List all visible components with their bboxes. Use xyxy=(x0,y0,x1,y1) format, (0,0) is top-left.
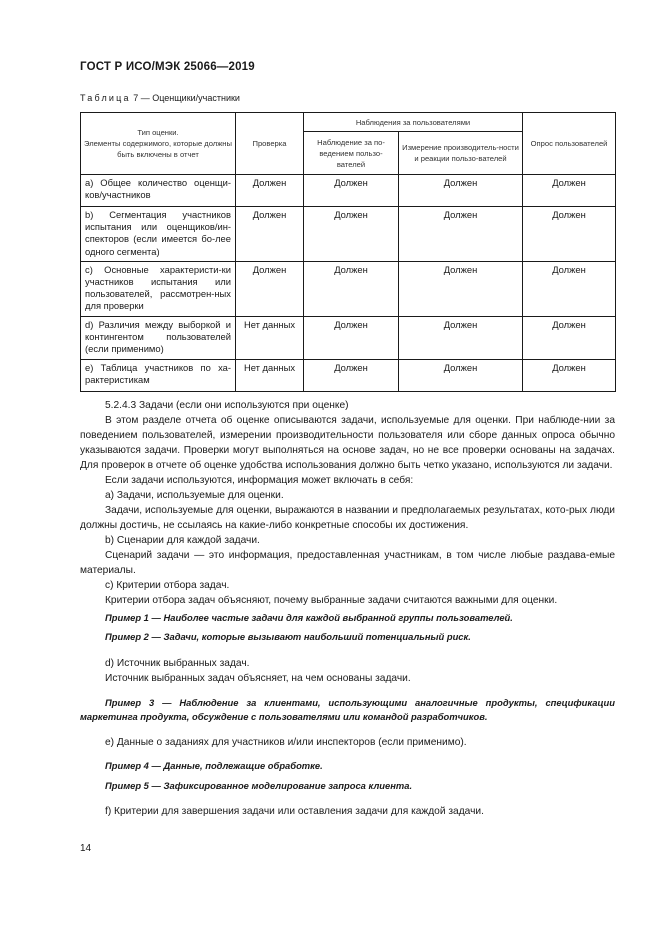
row-inspection: Должен xyxy=(236,175,304,207)
row-survey: Должен xyxy=(523,359,616,391)
paragraph-a-text: Задачи, используемые для оценки, выражаются в названии и предполагаемых результатах, кото-рых люди должны достичь, не ссылаясь на какие-либо конкретные способы их достижения. xyxy=(80,505,615,531)
table-row xyxy=(81,261,616,316)
paragraph-tasks-description: В этом разделе отчета об оценке описываются задачи, используемые для оценки. При наблюде-нии за поведением пользователей, измерении производительности пользователя или сборе данных опроса обычно указываются задачи. Проверки могут выполняться на основе задач, но не все проверки основаны на задачах. Для проверок в отчете об оценке удобства использования должно быть четко указано, используются ли задачи. xyxy=(80,415,615,471)
row-survey: Должен xyxy=(523,316,616,359)
list-item-a: а) Задачи, используемые для оценки. xyxy=(105,490,284,501)
document-header: ГОСТ Р ИСО/МЭК 25066—2019 xyxy=(80,61,255,73)
examples-4-5 xyxy=(80,759,615,793)
paragraph-c-text: Критерии отбора задач объясняют, почему выбранные задачи считаются важными для оценки. xyxy=(105,595,558,606)
list-item-d: d) Источник выбранных задач. xyxy=(105,658,250,669)
header-evaluation-type: Тип оценки. Элементы содержимого, которые должны быть включены в отчет xyxy=(81,113,236,175)
row-survey: Должен xyxy=(523,261,616,316)
table-row xyxy=(81,175,616,207)
table-caption-number: 7 xyxy=(133,93,139,103)
example-2: Пример 2 — Задачи, которые вызывают наибольший потенциальный риск. xyxy=(105,631,471,642)
row-survey: Должен xyxy=(523,175,616,207)
table-row xyxy=(81,207,616,262)
header-inspection: Проверка xyxy=(236,113,304,175)
row-measurement: Должен xyxy=(399,175,523,207)
table-caption-title: — Оценщики/участники xyxy=(138,93,240,103)
header-user-survey: Опрос пользователей xyxy=(523,113,616,175)
row-inspection: Должен xyxy=(236,207,304,262)
row-measurement: Должен xyxy=(399,207,523,262)
section-intro xyxy=(80,398,615,608)
list-item-c: c) Критерии отбора задач. xyxy=(105,580,230,591)
row-behavior: Должен xyxy=(304,316,399,359)
row-behavior: Должен xyxy=(304,175,399,207)
example-5: Пример 5 — Зафиксированное моделирование запроса клиента. xyxy=(105,780,413,791)
row-item: c) Основные характеристи-ки участников испытания или пользователей, рассмотрен-ных для проверки xyxy=(81,261,236,316)
paragraph-tasks-info: Если задачи используются, информация может включать в себя: xyxy=(105,475,414,486)
example-3: Пример 3 — Наблюдение за клиентами, использующими аналогичные продукты, спецификации маркетинга продукта, обсуждение с пользователями или командой разработчиков. xyxy=(80,697,615,722)
table-caption-label: Таблица xyxy=(80,93,131,103)
list-item-b: b) Сценарии для каждой задачи. xyxy=(105,535,260,546)
page-number: 14 xyxy=(80,843,92,854)
paragraph-d-text: Источник выбранных задач объясняет, на чем основаны задачи. xyxy=(105,673,411,684)
list-item-f: f) Критерии для завершения задачи или оставления задачи для каждой задачи. xyxy=(105,806,484,817)
row-behavior: Должен xyxy=(304,261,399,316)
example-4: Пример 4 — Данные, подлежащие обработке. xyxy=(105,760,323,771)
row-survey: Должен xyxy=(523,207,616,262)
table-row xyxy=(81,316,616,359)
paragraph-b-text: Сценарий задачи — это информация, предоставленная участникам, в том числе любые раздава-емые материалы. xyxy=(80,550,615,576)
header-user-observations: Наблюдения за пользователями xyxy=(304,113,523,132)
row-behavior: Должен xyxy=(304,207,399,262)
header-performance-measurement: Измерение производитель-ности и реакции пользо-вателей xyxy=(399,132,523,175)
row-item: e) Таблица участников по ха-рактеристикам xyxy=(81,359,236,391)
row-measurement: Должен xyxy=(399,359,523,391)
row-inspection: Должен xyxy=(236,261,304,316)
row-item: a) Общее количество оценщи-ков/участников xyxy=(81,175,236,207)
row-inspection: Нет данных xyxy=(236,316,304,359)
row-behavior: Должен xyxy=(304,359,399,391)
example-1: Пример 1 — Наиболее частые задачи для каждой выбранной группы пользователей. xyxy=(105,612,513,623)
row-measurement: Должен xyxy=(399,316,523,359)
row-measurement: Должен xyxy=(399,261,523,316)
example-3-block xyxy=(80,696,615,724)
evaluators-table xyxy=(80,112,616,392)
section-e xyxy=(80,735,615,750)
list-item-e: e) Данные о заданиях для участников и/или инспекторов (если применимо). xyxy=(105,737,467,748)
table-caption xyxy=(80,93,240,103)
examples-1-2 xyxy=(80,611,615,644)
row-inspection: Нет данных xyxy=(236,359,304,391)
section-f xyxy=(80,804,615,819)
row-item: d) Различия между выборкой и контингентом пользователей (если применимо) xyxy=(81,316,236,359)
section-d xyxy=(80,656,615,686)
table-row xyxy=(81,359,616,391)
header-behavior-observation: Наблюдение за по-ведением пользо-вателей xyxy=(304,132,399,175)
section-title: 5.2.4.3 Задачи (если они используются при оценке) xyxy=(105,400,349,411)
row-item: b) Сегментация участников испытания или оценщиков/ин-спекторов (если имеется бо-лее одного сегмента) xyxy=(81,207,236,262)
